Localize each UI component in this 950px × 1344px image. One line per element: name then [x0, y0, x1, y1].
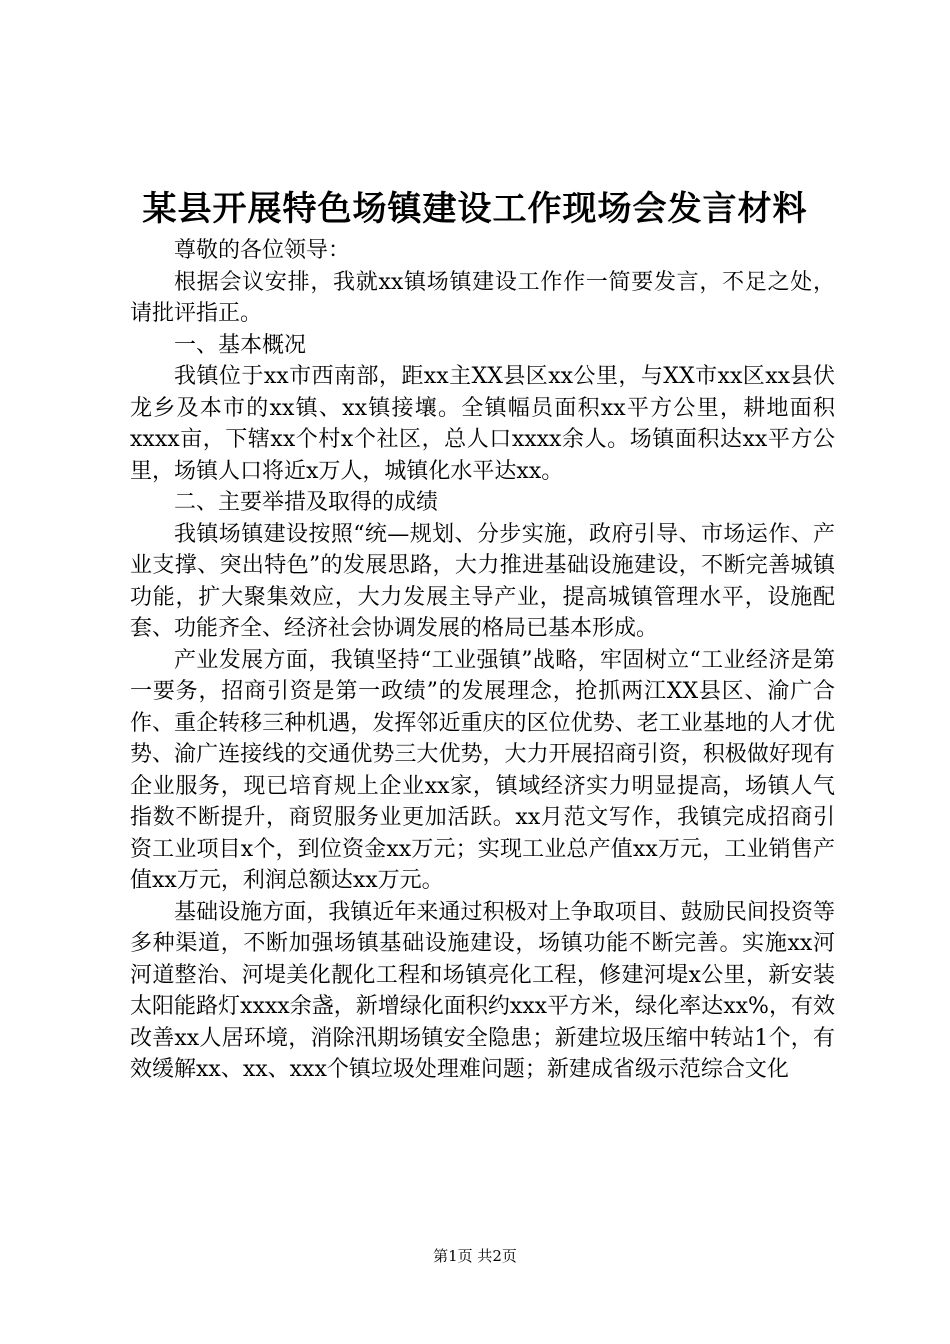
document-body — [130, 235, 835, 1086]
paragraph-overview: 我镇位于xx市西南部，距xx主XX县区xx公里，与XX市xx区xx县伏龙乡及本市的xx镇、xx镇接壤。全镇幅员面积xx平方公里，耕地面积xxxx亩，下辖xx个村x个社区，总人口xxxx余人。场镇面积达xx平方公里，场镇人口将近x万人，城镇化水平达xx。 — [130, 364, 835, 484]
section-heading-overview: 一、基本概况 — [174, 332, 307, 358]
section-heading-measures: 二、主要举措及取得的成绩 — [174, 490, 439, 515]
paragraph-measures: 我镇场镇建设按照“统—规划、分步实施，政府引导、市场运作、产业支撑、突出特色”的发展思路，大力推进基础设施建设，不断完善城镇功能，扩大聚集效应，大力发展主导产业，提高城镇管理水平，设施配套、功能齐全、经济社会协调发展的格局已基本形成。 — [130, 521, 835, 641]
paragraph-intro: 根据会议安排，我就xx镇场镇建设工作作一简要发言，不足之处，请批评指正。 — [130, 269, 835, 326]
page-number: 第1页 共2页 — [433, 1247, 517, 1265]
paragraph-infrastructure: 基础设施方面，我镇近年来通过积极对上争取项目、鼓励民间投资等多种渠道，不断加强场镇基础设施建设，场镇功能不断完善。实施xx河河道整治、河堤美化靓化工程和场镇亮化工程，修建河堤x公里，新安装太阳能路灯xxxx余盏，新增绿化面积约xxx平方米，绿化率达xx%，有效改善xx人居环境，消除汛期场镇安全隐患；新建垃圾压缩中转站1个，有效缓解xx、xx、xxx个镇垃圾处理难问题；新建成省级示范综合文化 — [130, 899, 835, 1082]
salutation: 尊敬的各位领导： — [174, 238, 351, 263]
document-title: 某县开展特色场镇建设工作现场会发言材料 — [142, 189, 808, 229]
paragraph-industry: 产业发展方面，我镇坚持“工业强镇”战略，牢固树立“工业经济是第一要务，招商引资是第一政绩”的发展理念，抢抓两江XX县区、渝广合作、重企转移三种机遇，发挥邻近重庆的区位优势、老工业基地的人才优势、渝广连接线的交通优势三大优势，大力开展招商引资，积极做好现有企业服务，现已培育规上企业xx家，镇域经济实力明显提高，场镇人气指数不断提升，商贸服务业更加活跃。xx月范文写作，我镇完成招商引资工业项目x个，到位资金xx万元；实现工业总产值xx万元，工业销售产值xx万元，利润总额达xx万元。 — [130, 647, 835, 893]
